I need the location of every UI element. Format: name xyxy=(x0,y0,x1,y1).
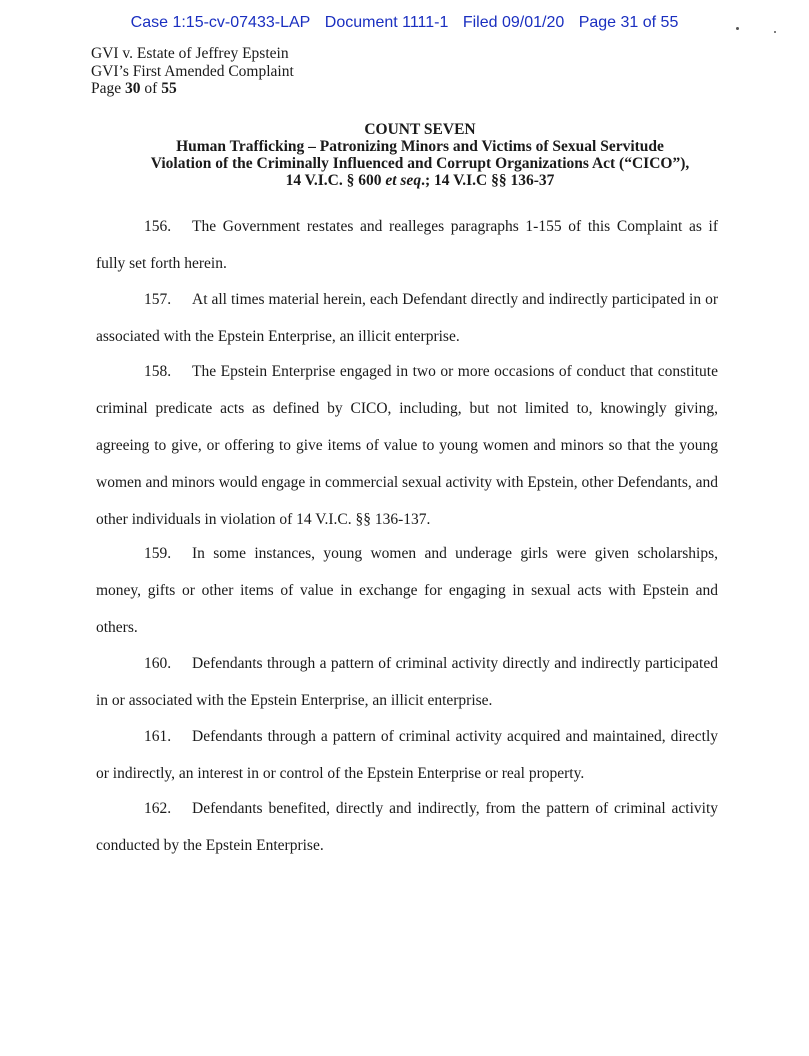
caption-document-title: GVI’s First Amended Complaint xyxy=(91,62,294,80)
case-number: Case 1:15-cv-07433-LAP xyxy=(130,14,311,31)
filed-date: Filed 09/01/20 xyxy=(462,14,565,31)
count-subtitle-1: Human Trafficking – Patronizing Minors and Victims of Sexual Servitude xyxy=(176,138,664,155)
scan-speck xyxy=(736,27,739,30)
paragraph-number: 156. xyxy=(144,218,172,235)
paragraph-161 xyxy=(96,718,718,792)
paragraph-number: 159. xyxy=(144,545,172,562)
count-subtitle-2: Violation of the Criminally Influenced and Corrupt Organizations Act (“CICO”), xyxy=(150,155,690,172)
caption-case-title: GVI v. Estate of Jeffrey Epstein xyxy=(91,45,289,62)
paragraph-number: 157. xyxy=(144,291,172,308)
paragraph-text: The Government restates and realleges paragraphs 1-155 of this Complaint as if fully set forth herein. xyxy=(96,218,718,272)
page-indicator: Page 31 of 55 xyxy=(578,14,679,31)
paragraph-text: Defendants through a pattern of criminal activity acquired and maintained, directly or indirectly, an interest in or control of the Epstein Enterprise or real property. xyxy=(96,728,718,782)
paragraph-162 xyxy=(96,790,718,864)
paragraph-text: In some instances, young women and underage girls were given scholarships, money, gifts or other items of value in exchange for engaging in sexual acts with Epstein and others. xyxy=(96,545,718,636)
paragraph-159 xyxy=(96,535,718,646)
caption-page-number: Page 30 of 55 xyxy=(91,80,177,97)
paragraph-text: The Epstein Enterprise engaged in two or more occasions of conduct that constitute criminal predicate acts as defined by CICO, including, but not limited to, knowingly giving, agreeing to give, or offering to give items of value to young women and minors so that the young women and minors would engage in commercial sexual activity with Epstein, other Defendants, and other individuals in violation of 14 V.I.C. §§ 136-137. xyxy=(96,363,718,528)
paragraph-text: Defendants benefited, directly and indirectly, from the pattern of criminal activity conducted by the Epstein Enterprise. xyxy=(96,800,718,854)
count-subtitle-3: 14 V.I.C. § 600 et seq.; 14 V.I.C §§ 136-37 xyxy=(285,172,555,189)
paragraph-number: 158. xyxy=(144,363,172,380)
paragraph-157 xyxy=(96,281,718,355)
paragraph-number: 160. xyxy=(144,655,172,672)
ecf-header-stamp xyxy=(0,14,809,32)
document-caption xyxy=(91,45,294,98)
scan-speck xyxy=(774,31,776,33)
count-heading xyxy=(100,121,740,189)
paragraph-number: 162. xyxy=(144,800,172,817)
paragraph-158 xyxy=(96,353,718,538)
paragraph-text: At all times material herein, each Defendant directly and indirectly participated in or associated with the Epstein Enterprise, an illicit enterprise. xyxy=(96,291,718,345)
paragraph-156 xyxy=(96,208,718,282)
paragraph-text: Defendants through a pattern of criminal activity directly and indirectly participated in or associated with the Epstein Enterprise, an illicit enterprise. xyxy=(96,655,718,709)
document-number: Document 1111-1 xyxy=(324,14,449,31)
paragraph-number: 161. xyxy=(144,728,172,745)
count-title: COUNT SEVEN xyxy=(364,121,476,138)
paragraph-160 xyxy=(96,645,718,719)
